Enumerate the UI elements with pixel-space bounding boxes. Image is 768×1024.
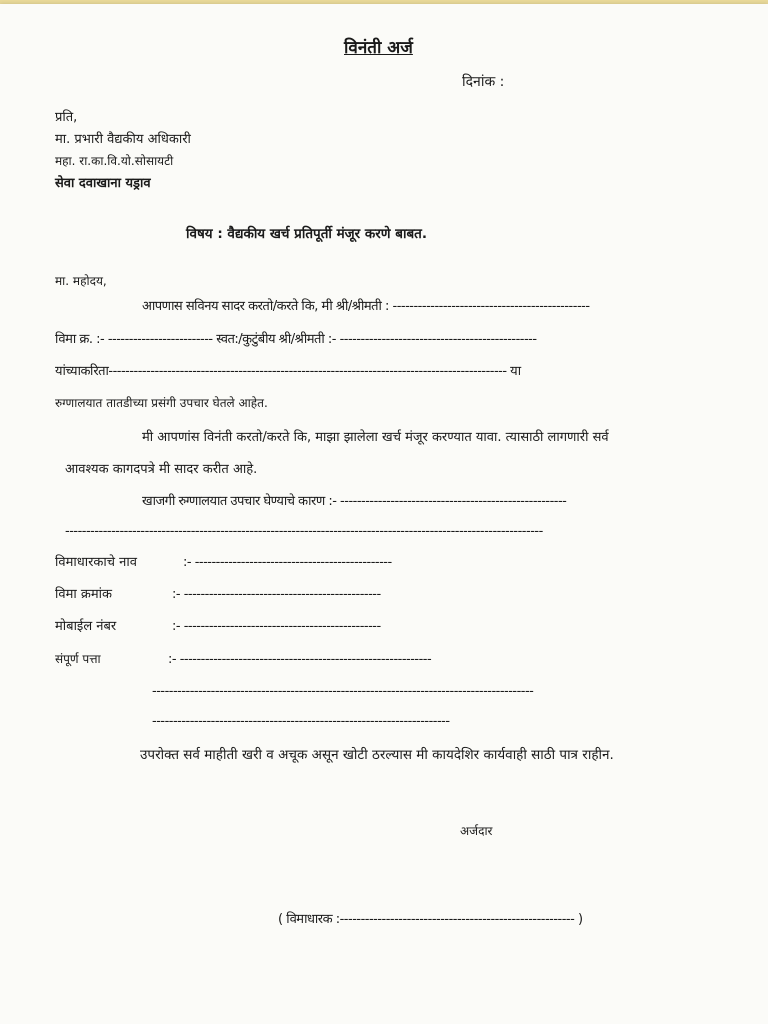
field-line-full-address: :- ------------------------------------------------------------ (168, 652, 432, 667)
address-line-1: ------------------------------------------------------------------------------------------- (152, 684, 534, 699)
declaration-text: उपरोक्त सर्व माहीती खरी व अचूक असून खोटी ठरल्यास मी कायदेशिर कार्यवाही साठी पात्र राहीन. (140, 747, 614, 763)
subject-line: विषय : वैद्यकीय खर्च प्रतिपूर्ती मंजूर करणे बाबत. (186, 226, 427, 242)
field-label-mobile-number: मोबाईल नंबर (55, 619, 117, 634)
address-line-2: ----------------------------------------------------------------------- (152, 714, 450, 729)
para1-line-4: रुग्णालयात तातडीच्या प्रसंगी उपचार घेतले आहेत. (55, 396, 268, 410)
applicant-label: अर्जदार (460, 824, 493, 838)
addressee-line-1: प्रति, (55, 110, 78, 125)
reason-line-1: खाजगी रुग्णालयात उपचार घेण्याचे कारण :- ------------------------------------------------------ (142, 494, 567, 509)
form-page (0, 4, 768, 1024)
para1-line-3: यांच्याकरिता----------------------------------------------------------------------------------------------- या (55, 364, 521, 379)
form-title: विनंती अर्ज (344, 38, 413, 58)
reason-line-2: ------------------------------------------------------------------------------------------------------------------ (65, 524, 543, 539)
field-line-insurance-number: :- ----------------------------------------------- (172, 587, 381, 602)
field-line-insured-name: :- ----------------------------------------------- (183, 555, 392, 570)
date-label: दिनांक : (462, 74, 505, 90)
salutation: मा. महोदय, (55, 274, 107, 288)
para1-line-1: आपणास सविनय सादर करतो/करते कि, मी श्री/श्रीमती : ----------------------------------------------- (142, 299, 590, 314)
field-label-full-address: संपूर्ण पत्ता (55, 652, 101, 666)
addressee-line-3: महा. रा.का.वि.यो.सोसायटी (55, 154, 174, 168)
field-label-insured-name: विमाधारकाचे नाव (55, 555, 137, 570)
para1-line-2: विमा क्र. :- ------------------------- स्वत:/कुटुंबीय श्री/श्रीमती :- ----------------------------------------------- (55, 332, 537, 347)
addressee-line-4: सेवा दवाखाना यड्राव (55, 176, 151, 191)
field-line-mobile-number: :- ----------------------------------------------- (172, 619, 381, 634)
signature-line: ( विमाधारक :-------------------------------------------------------- ) (278, 912, 583, 927)
para2-line-1: मी आपणांस विनंती करतो/करते कि, माझा झालेला खर्च मंजूर करण्यात यावा. त्यासाठी लागणारी सर्व (142, 430, 609, 445)
para2-line-2: आवश्यक कागदपत्रे मी सादर करीत आहे. (65, 462, 258, 477)
field-label-insurance-number: विमा क्रमांक (55, 587, 112, 602)
addressee-line-2: मा. प्रभारी वैद्यकीय अधिकारी (55, 132, 191, 147)
